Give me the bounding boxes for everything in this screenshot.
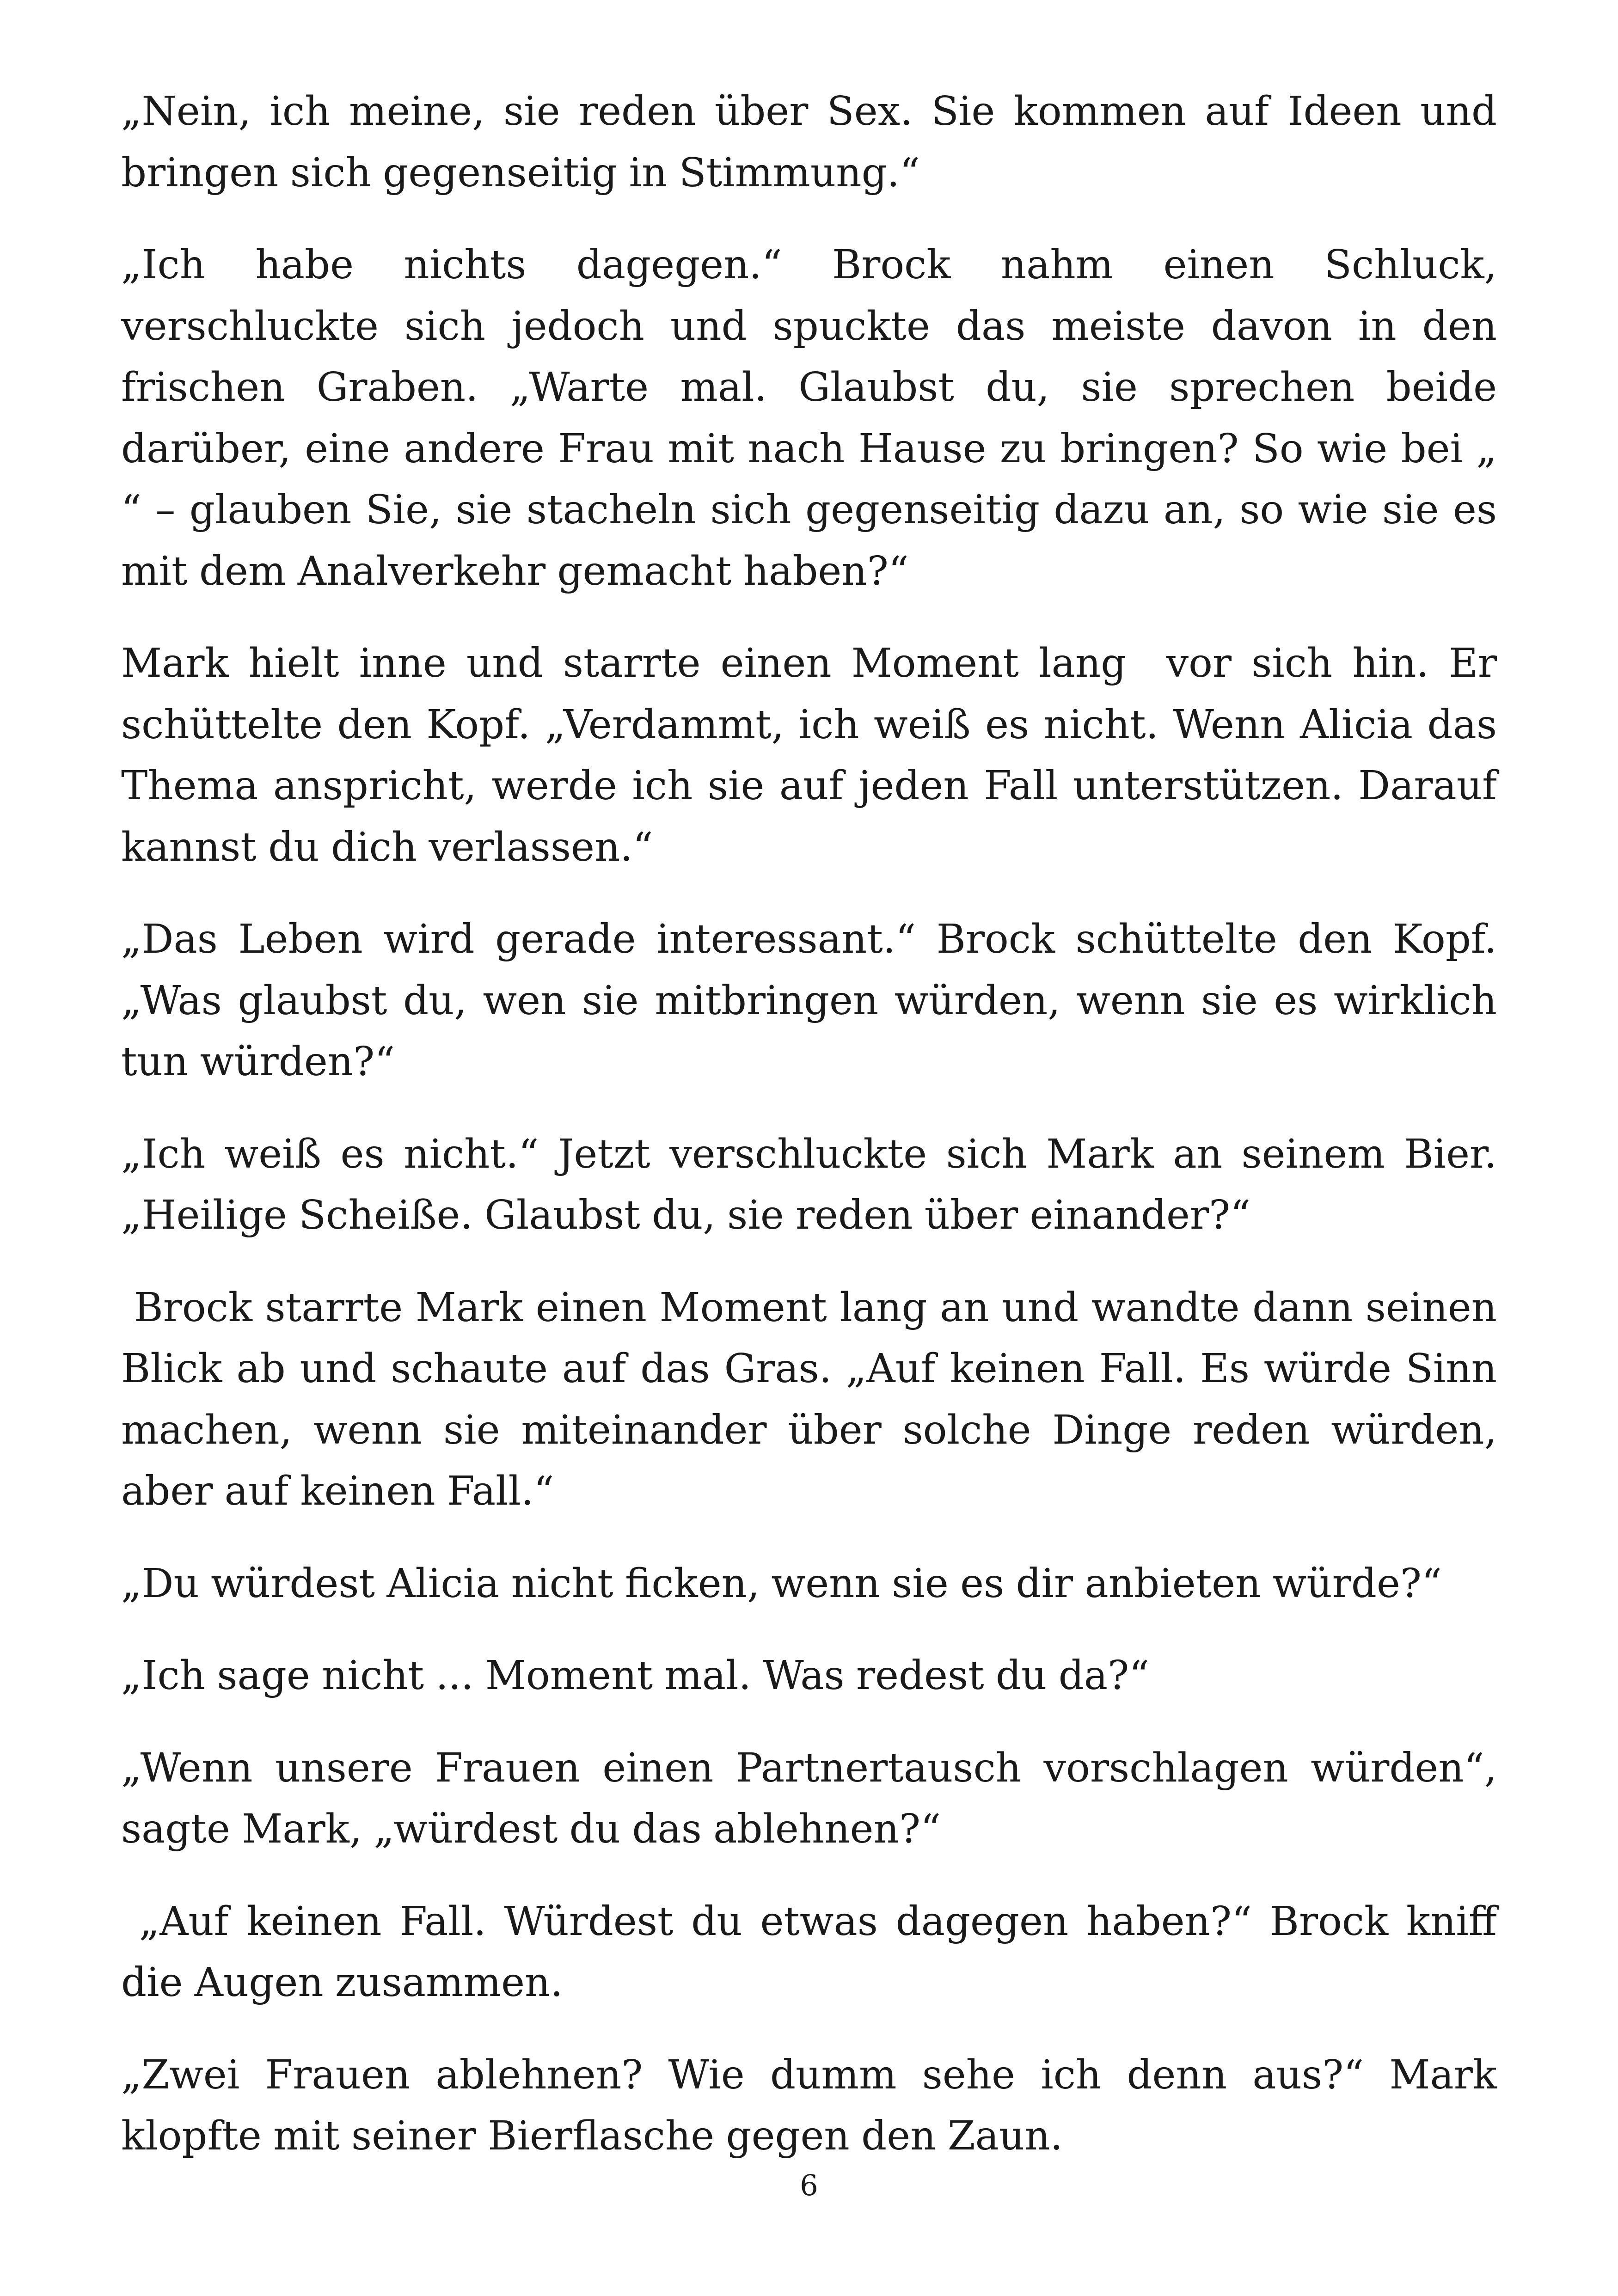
paragraph: „Du würdest Alicia nicht ficken, wenn sie es dir anbieten würde?“ bbox=[121, 1560, 1442, 1607]
paragraph: „Ich habe nichts dagegen.“ Brock nahm einen Schluck, verschluckte sich jedoch und spuckte das meiste davon in den frischen Graben. „Warte mal. Glaubst du, sie sprechen beide darüber, eine andere Frau mit nach Hause zu bringen? So wie bei „ “ – glauben Sie, sie stacheln sich gegenseitig dazu an, so wie sie es mit dem Analverkehr gemacht haben?“ bbox=[121, 242, 1509, 594]
paragraph: Brock starrte Mark einen Moment lang an und wandte dann seinen Blick ab und schaute auf das Gras. „Auf keinen Fall. Es würde Sinn machen, wenn sie miteinander über solche Dinge reden würden, aber auf keinen Fall.“ bbox=[121, 1284, 1509, 1514]
paragraph: „Wenn unsere Frauen einen Partnertausch vorschlagen würden“, sagte Mark, „würdest du das ablehnen?“ bbox=[121, 1745, 1509, 1852]
paragraph: „Das Leben wird gerade interessant.“ Brock schüttelte den Kopf. „Was glaubst du, wen sie mitbringen würden, wenn sie es wirklich tun würden?“ bbox=[121, 916, 1509, 1085]
paragraph: Mark hielt inne und starrte einen Moment lang vor sich hin. Er schüttelte den Kopf. „Verdammt, ich weiß es nicht. Wenn Alicia das Thema anspricht, werde ich sie auf jeden Fall unterstützen. Darauf kannst du dich verlassen.“ bbox=[121, 640, 1509, 870]
paragraph: „Ich weiß es nicht.“ Jetzt verschluckte sich Mark an seinem Bier. „Heilige Scheiße. Glaubst du, sie reden über einander?“ bbox=[121, 1131, 1509, 1238]
page-number: 6 bbox=[800, 2168, 818, 2202]
paragraph: „Nein, ich meine, sie reden über Sex. Sie kommen auf Ideen und bringen sich gegenseitig in Stimmung.“ bbox=[121, 88, 1509, 196]
paragraph: „Ich sage nicht ... Moment mal. Was redest du da?“ bbox=[121, 1653, 1150, 1699]
paragraph: „Auf keinen Fall. Würdest du etwas dagegen haben?“ Brock kniff die Augen zusammen. bbox=[121, 1898, 1509, 2006]
paragraph: „Zwei Frauen ablehnen? Wie dumm sehe ich denn aus?“ Mark klopfte mit seiner Bierflasche gegen den Zaun. bbox=[121, 2051, 1509, 2159]
body-text bbox=[121, 81, 1509, 2198]
